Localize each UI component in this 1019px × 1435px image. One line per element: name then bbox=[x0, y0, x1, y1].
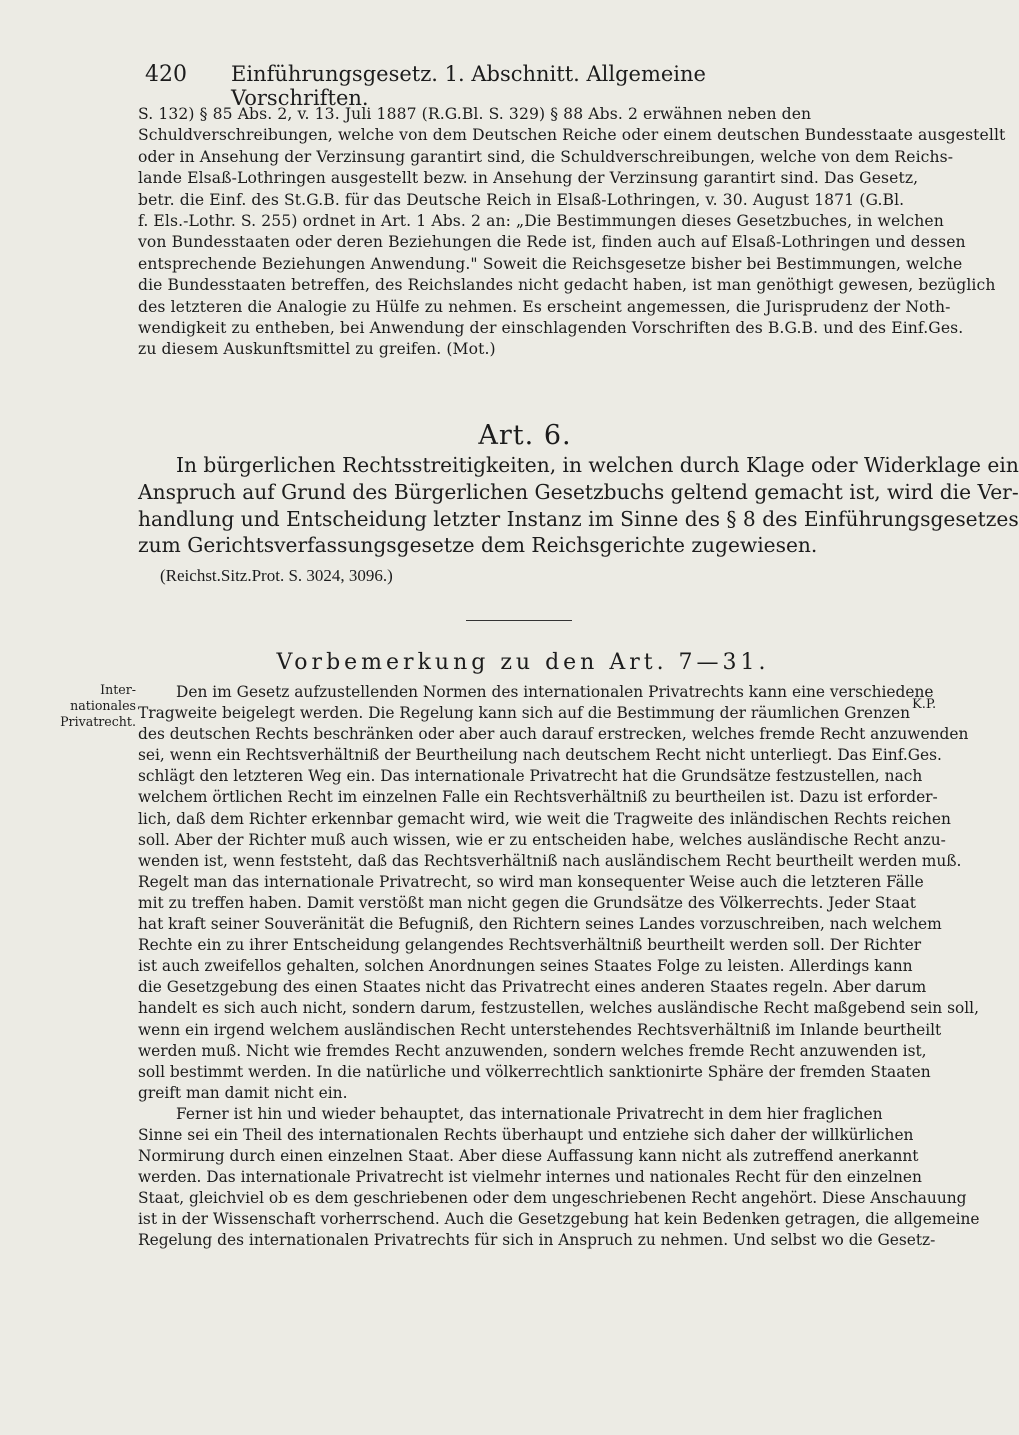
text-line: zu diesem Auskunftsmittel zu greifen. (Mot.) bbox=[138, 340, 496, 359]
text-line: S. 132) § 85 Abs. 2, v. 13. Juli 1887 (R.G.Bl. S. 329) § 88 Abs. 2 erwähnen neben den bbox=[138, 105, 812, 123]
text-line: wendigkeit zu entheben, bei Anwendung der einschlagenden Vorschriften des B.G.B. und des Einf.Ges. bbox=[138, 319, 964, 338]
text-line: soll. Aber der Richter muß auch wissen, wie er zu entscheiden habe, welches ausländische Recht anzu- bbox=[138, 830, 946, 849]
text-line: von Bundesstaaten oder deren Beziehungen die Rede ist, finden auch auf Elsaß-Lothringen und dessen bbox=[138, 233, 966, 252]
text-line: des letzteren die Analogie zu Hülfe zu nehmen. Es erscheint angemessen, die Jurisprudenz der Noth- bbox=[138, 297, 951, 316]
text-line: Anspruch auf Grund des Bürgerlichen Gesetzbuchs geltend gemacht ist, wird die Ver- bbox=[138, 479, 1019, 504]
text-line: Regelt man das internationale Privatrecht, so wird man konsequenter Weise auch die letzteren Fälle bbox=[138, 872, 924, 891]
text-line: handlung und Entscheidung letzter Instanz im Sinne des § 8 des Einführungsgesetzes bbox=[138, 506, 1019, 531]
section-heading: Vorbemerkung zu den Art. 7—31. bbox=[276, 650, 770, 675]
text-line: entsprechende Beziehungen Anwendung." Soweit die Reichsgesetze bisher bei Bestimmungen, welche bbox=[138, 254, 963, 273]
text-line: Tragweite beigelegt werden. Die Regelung kann sich auf die Bestimmung der räumlichen Grenzen bbox=[138, 704, 910, 723]
text-line: wenn ein irgend welchem ausländischen Recht unterstehendes Rechtsverhältniß im Inlande beurtheilt bbox=[138, 1020, 942, 1039]
text-line: soll bestimmt werden. In die natürliche und völkerrechtlich sanktionirte Sphäre der fremden Staaten bbox=[138, 1062, 931, 1081]
text-line: Rechte ein zu ihrer Entscheidung gelangendes Rechtsverhältniß beurtheilt werden soll. Der Richter bbox=[138, 936, 922, 955]
text-line: Regelung des internationalen Privatrechts für sich in Anspruch zu nehmen. Und selbst wo die Gesetz- bbox=[138, 1231, 936, 1250]
continued-paragraph bbox=[138, 104, 1006, 361]
text-line: schlägt den letzteren Weg ein. Das internationale Privatrecht hat die Grundsätze festzustellen, nach bbox=[138, 767, 923, 786]
text-line: sei, wenn ein Rechtsverhältniß der Beurtheilung nach deutschem Recht nicht unterliegt. Das Einf.Ges. bbox=[138, 746, 942, 765]
text-line: In bürgerlichen Rechtsstreitigkeiten, in welchen durch Klage oder Widerklage ein bbox=[176, 453, 1019, 477]
article-text bbox=[138, 452, 1019, 559]
text-line: welchem örtlichen Recht im einzelnen Falle ein Rechtsverhältniß zu beurtheilen ist. Dazu ist erforder- bbox=[138, 788, 938, 807]
text-line: Den im Gesetz aufzustellenden Normen des internationalen Privatrechts kann eine verschiedene bbox=[176, 683, 934, 701]
text-line: zum Gerichtsverfassungsgesetze dem Reichsgerichte zugewiesen. bbox=[138, 533, 818, 558]
text-line: mit zu treffen haben. Damit verstößt man nicht gegen die Grundsätze des Völkerrechts. Jeder Staat bbox=[138, 893, 916, 912]
margin-note-line: Privatrecht. bbox=[60, 714, 136, 729]
margin-note-line: Inter- bbox=[100, 682, 136, 697]
text-line: Ferner ist hin und wieder behauptet, das internationale Privatrecht in dem hier fraglichen bbox=[176, 1104, 883, 1123]
text-line: werden muß. Nicht wie fremdes Recht anzuwenden, sondern welches fremde Recht anzuwenden ist, bbox=[138, 1041, 927, 1060]
text-line: Staat, gleichviel ob es dem geschriebenen oder dem ungeschriebenen Recht angehört. Diese Anschauung bbox=[138, 1189, 967, 1208]
running-title: Einführungsgesetz. 1. Abschnitt. Allgemeine Vorschriften. bbox=[231, 62, 706, 110]
text-line: die Gesetzgebung des einen Staates nicht das Privatrecht eines anderen Staates regeln. Aber darum bbox=[138, 978, 927, 997]
text-line: Schuldverschreibungen, welche von dem Deutschen Reiche oder einem deutschen Bundesstaate ausgestellt bbox=[138, 126, 1006, 145]
page-number: 420 bbox=[145, 62, 187, 87]
article-reference: (Reichst.Sitz.Prot. S. 3024, 3096.) bbox=[160, 566, 393, 585]
text-line: lich, daß dem Richter erkennbar gemacht wird, wie weit die Tragweite des inländischen Rechts reichen bbox=[138, 809, 951, 828]
text-line: des deutschen Rechts beschränken oder aber auch darauf erstrecken, welches fremde Recht anzuwenden bbox=[138, 725, 969, 744]
text-line: oder in Ansehung der Verzinsung garantirt sind, die Schuldverschreibungen, welche von dem Reichs- bbox=[138, 147, 954, 166]
text-line: die Bundesstaaten betreffen, des Reichslandes nicht gedacht haben, ist man genöthigt gewesen, bezüglich bbox=[138, 276, 996, 295]
text-line: Normirung durch einen einzelnen Staat. Aber diese Auffassung kann nicht als zutreffend anerkannt bbox=[138, 1147, 919, 1166]
margin-note bbox=[50, 682, 136, 730]
text-line: ist auch zweifellos gehalten, solchen Anordnungen seines Staates Folge zu leisten. Allerdings kann bbox=[138, 957, 913, 976]
margin-mark: K.P. bbox=[912, 697, 937, 712]
text-line: ist in der Wissenschaft vorherrschend. Auch die Gesetzgebung hat kein Bedenken getragen, die allgemeine bbox=[138, 1210, 980, 1229]
text-line: betr. die Einf. des St.G.B. für das Deutsche Reich in Elsaß-Lothringen, v. 30. August 1871 (G.Bl. bbox=[138, 190, 905, 209]
section-divider bbox=[466, 620, 572, 621]
text-line: lande Elsaß-Lothringen ausgestellt bezw. in Ansehung der Verzinsung garantirt sind. Das Gesetz, bbox=[138, 169, 919, 188]
article-heading: Art. 6. bbox=[478, 420, 572, 451]
text-line: f. Els.-Lothr. S. 255) ordnet in Art. 1 Abs. 2 an: „Die Bestimmungen dieses Gesetzbuches, in welchen bbox=[138, 212, 944, 231]
text-line: werden. Das internationale Privatrecht ist vielmehr internes und nationales Recht für den einzelnen bbox=[138, 1168, 922, 1187]
text-line: Sinne sei ein Theil des internationalen Rechts überhaupt und entziehe sich daher der willkürlichen bbox=[138, 1125, 914, 1144]
text-line: hat kraft seiner Souveränität die Befugniß, den Richtern seines Landes vorzuschreiben, nach welchem bbox=[138, 915, 942, 934]
margin-note-line: nationales bbox=[70, 698, 136, 713]
text-line: handelt es sich auch nicht, sondern darum, festzustellen, welches ausländische Recht maßgebend sein soll, bbox=[138, 999, 979, 1018]
text-line: greift man damit nicht ein. bbox=[138, 1083, 348, 1102]
page-header bbox=[145, 62, 765, 110]
text-line: wenden ist, wenn feststeht, daß das Rechtsverhältniß nach ausländischem Recht beurtheilt werden muß. bbox=[138, 851, 962, 870]
